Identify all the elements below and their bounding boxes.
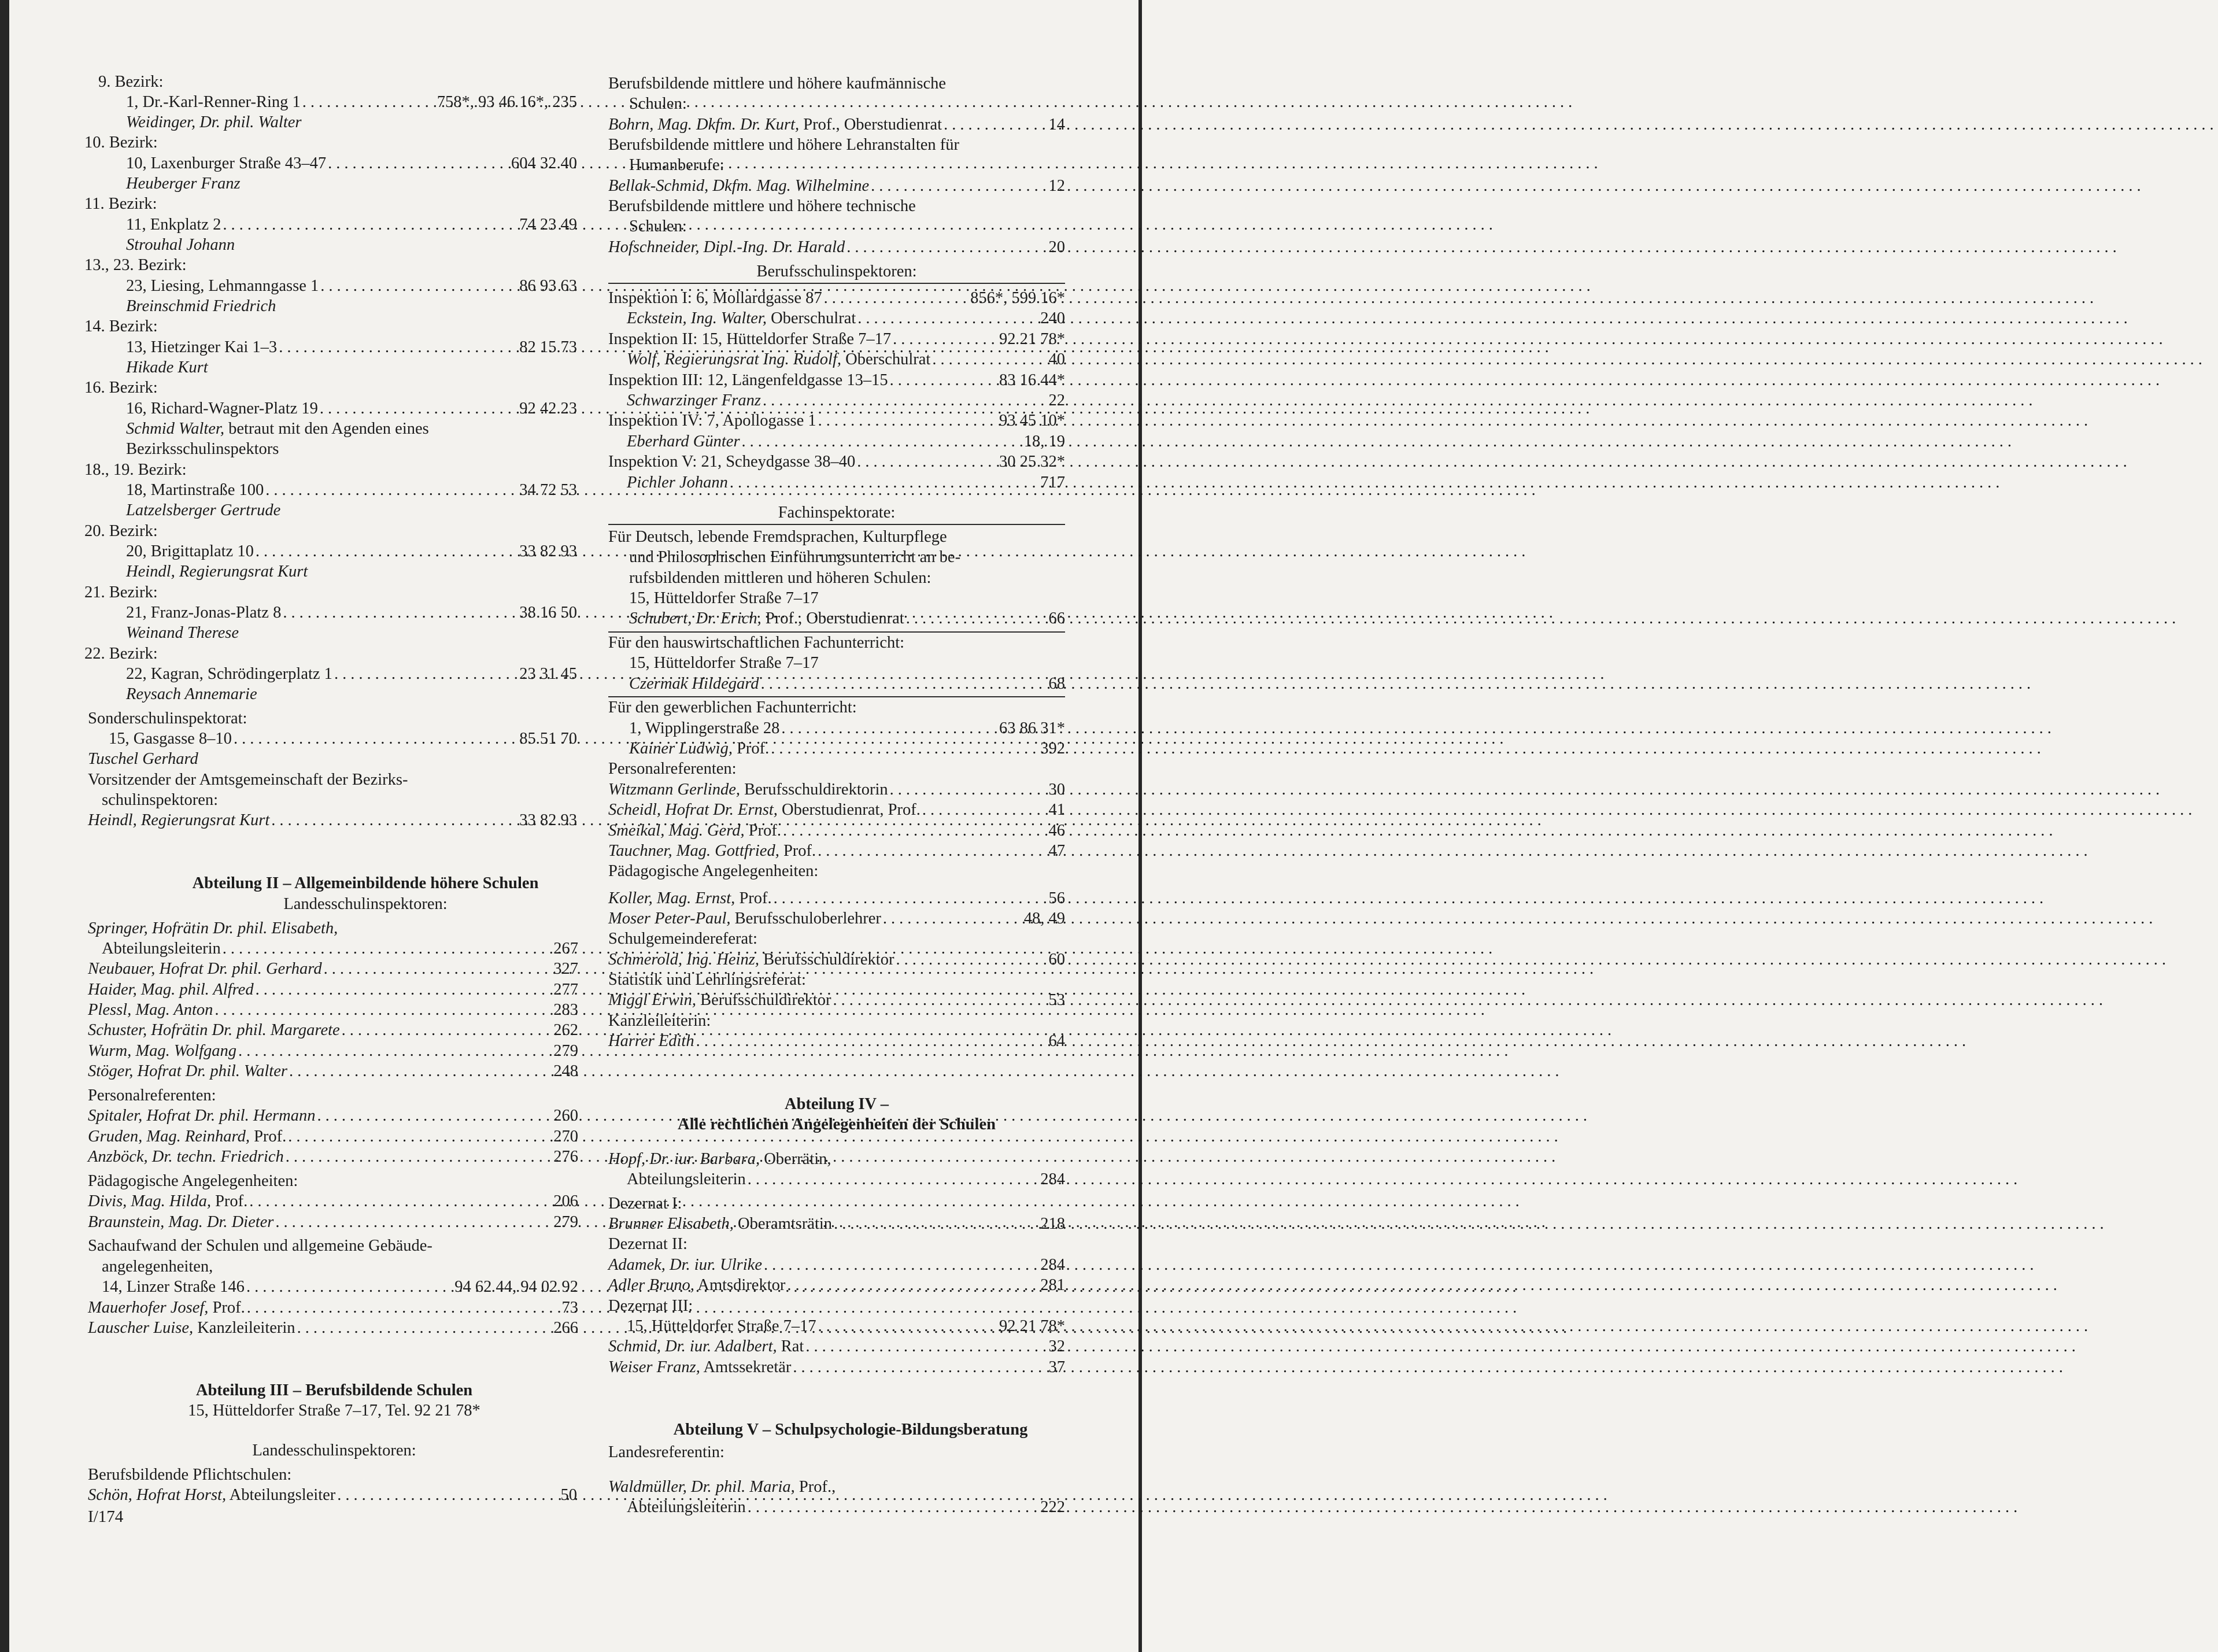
dezernat-2-heading: Dezernat II: <box>608 1235 687 1253</box>
personal-row <box>608 780 1065 800</box>
personal-name: Tauchner, Mag. Gottfried, <box>608 842 779 860</box>
personal-num: 270 <box>553 1128 578 1145</box>
inspection-row <box>608 330 1065 349</box>
inspection-person-row <box>627 309 1065 328</box>
dezernat-1-row <box>608 1214 1065 1234</box>
sonder-chair-label: Vorsitzender der Amtsgemeinschaft der Bezirks- <box>88 771 408 789</box>
fach1-address: 15, Hütteldorfer Straße 7–17 <box>629 589 819 607</box>
dezernat-person: Adamek, Dr. iur. Ulrike <box>608 1256 762 1274</box>
district-phone: 758*, 93 46 16*, 235 <box>437 93 577 111</box>
fach3-phone: 63 86 31* <box>999 719 1065 737</box>
stat-row <box>608 991 1065 1010</box>
district-phone: 23 31 45 <box>519 665 577 683</box>
district-address-row <box>126 603 577 623</box>
personal-row <box>88 1127 578 1147</box>
abt2-head-row <box>102 939 578 959</box>
abt4-title: Abteilung IV – <box>784 1095 889 1113</box>
fach3-num: 392 <box>1040 740 1065 757</box>
district-address-row <box>126 542 577 561</box>
abt4-head-num: 284 <box>1040 1170 1065 1188</box>
stat-role: Berufsschuldirektor <box>700 991 831 1009</box>
district-address-row <box>126 276 577 296</box>
inspection-phone: 93 45 10* <box>999 412 1065 430</box>
district-phone: 38 16 50 <box>519 604 577 622</box>
abt4-head-line2: Abteilungsleiterin <box>627 1170 746 1188</box>
dezernat-role: Amtsdirektor <box>697 1276 786 1294</box>
sonder-chair-phone: 33 82 93 <box>519 811 577 829</box>
fach1-role: Prof., Oberstudienrat <box>765 609 904 627</box>
paed-num: 206 <box>553 1192 578 1210</box>
inspection-person: Pichler Johann <box>627 474 728 491</box>
inspection-phone: 83 16 44* <box>999 371 1065 389</box>
section-rule <box>608 524 1065 525</box>
district-address: 16, Richard-Wagner-Platz 19 <box>126 400 318 417</box>
inspection-phone: 30 25 32* <box>999 453 1065 471</box>
inspection-person: Wolf, Regierungsrat Ing. Rudolf, <box>627 350 842 368</box>
paed-name: Moser Peter-Paul, <box>608 910 731 927</box>
inspection-num: 22 <box>1048 391 1065 409</box>
sonder-address-row <box>109 729 577 749</box>
district-inspector: Hikade Kurt <box>126 359 208 376</box>
inspector-row <box>88 980 578 1000</box>
personal-title: Prof. <box>254 1128 287 1145</box>
inspector-num: 262 <box>553 1021 578 1039</box>
dezernat-person: Brunner Elisabeth, <box>608 1215 734 1233</box>
personal-name: Scheidl, Hofrat Dr. Ernst, <box>608 801 778 819</box>
dezernat-3-row <box>608 1337 1065 1357</box>
tech-name: Hofschneider, Dipl.-Ing. Dr. Harald <box>608 238 845 256</box>
fach2-address: 15, Hütteldorfer Straße 7–17 <box>629 654 819 672</box>
kfm-name: Bohrn, Mag. Dkfm. Dr. Kurt, <box>608 116 800 134</box>
dezernat-3-phone: 92 21 78* <box>999 1317 1065 1335</box>
fach1-label: Für Deutsch, lebende Fremdsprachen, Kulturpflege <box>608 528 947 546</box>
district-heading: 14. Bezirk: <box>84 317 158 335</box>
district-inspector: Reysach Annemarie <box>126 685 257 703</box>
inspector-name: Plessl, Mag. Anton <box>88 1001 213 1019</box>
district-address: 20, Brigittaplatz 10 <box>126 542 254 560</box>
abt3-title: Abteilung III – Berufsbildende Schulen <box>195 1381 473 1399</box>
tech-num: 20 <box>1048 238 1065 256</box>
abt5-num: 222 <box>1040 1498 1065 1516</box>
district-inspector: Breinschmid Friedrich <box>126 297 276 315</box>
abt5-name: Waldmüller, Dr. phil. Maria, <box>608 1478 795 1496</box>
sonder-address: 15, Gasgasse 8–10 <box>109 730 232 748</box>
personal-role: Prof. <box>748 822 781 840</box>
dezernat-num: 32 <box>1048 1337 1065 1355</box>
abt2-subtitle: Landesschulinspektoren: <box>283 895 448 913</box>
district-heading: 20. Bezirk: <box>84 522 158 540</box>
district-address-row <box>126 399 577 419</box>
district-address-row <box>126 664 577 684</box>
kfm-row <box>608 115 1065 135</box>
abt5-head-row <box>608 1477 1065 1497</box>
inspection-person-row <box>627 350 1065 369</box>
sgr-num: 60 <box>1048 951 1065 969</box>
inspection-person-row <box>627 391 1065 411</box>
sgr-row <box>608 950 1065 970</box>
abt5-heading: Landesreferentin: <box>608 1443 724 1461</box>
abt5-role: Prof., <box>799 1478 836 1496</box>
inspection-label: Inspektion III: 12, Längenfeldgasse 13–15 <box>608 371 888 389</box>
personal-row <box>88 1106 578 1126</box>
hum-row <box>608 176 1065 196</box>
abt4-head-row <box>608 1150 1065 1169</box>
paed-num: 279 <box>553 1213 578 1231</box>
hum-name: Bellak-Schmid, Dkfm. Mag. Wilhelmine <box>608 177 870 195</box>
tech-heading: Berufsbildende mittlere und höhere technische <box>608 197 916 215</box>
sach-person-name: Lauscher Luise, <box>88 1319 194 1337</box>
dezernat-1-heading: Dezernat I: <box>608 1195 682 1213</box>
sgr-name: Schmerold, Ing. Heinz, <box>608 951 759 969</box>
personal-heading: Personalreferenten: <box>608 760 737 778</box>
sach-person-num: 73 <box>561 1299 578 1317</box>
inspection-person: Eberhard Günter <box>627 433 740 450</box>
abt2-title: Abteilung II – Allgemeinbildende höhere Schulen <box>192 874 539 892</box>
fach1-label-2: und Philosophischen Einführungsunterricht an be- <box>629 548 961 566</box>
paed-row <box>88 1213 578 1232</box>
tech-heading-2: Schulen: <box>629 217 687 235</box>
inspector-num: 248 <box>553 1062 578 1080</box>
inspection-row <box>608 452 1065 472</box>
abt3-pflicht-role: Abteilungsleiter <box>229 1486 336 1504</box>
abt2-head-name: Springer, Hofrätin Dr. phil. Elisabeth, <box>88 919 338 937</box>
sonder-chair-row <box>88 811 577 830</box>
sach-person-name: Mauerhofer Josef, <box>88 1299 209 1317</box>
paed-heading: Pädagogische Angelegenheiten: <box>608 862 819 880</box>
dezernat-num: 281 <box>1040 1276 1065 1294</box>
inspector-row <box>88 959 578 979</box>
district-phone: 33 82 93 <box>519 542 577 560</box>
abt4-head-row-2 <box>627 1170 1065 1189</box>
inspector-row <box>88 1062 578 1081</box>
abt4-head-name: Hopf, Dr. iur. Barbara, <box>608 1150 760 1168</box>
district-phone: 86 93 63 <box>519 277 577 295</box>
inspector-row <box>88 1041 578 1061</box>
abt3-address: 15, Hütteldorfer Straße 7–17, Tel. 92 21 78* <box>188 1402 480 1420</box>
district-inspector: Strouhal Johann <box>126 236 235 254</box>
inspection-label: Inspektion II: 15, Hütteldorfer Straße 7–17 <box>608 330 892 348</box>
inspector-row <box>88 1021 578 1040</box>
inspection-phone: 92 21 78* <box>999 330 1065 348</box>
dezernat-person: Schmid, Dr. iur. Adalbert, <box>608 1337 777 1355</box>
fach3-address-row <box>629 719 1065 738</box>
inspection-label: Inspektion IV: 7, Apollogasse 1 <box>608 412 816 430</box>
fach2-label: Für den hauswirtschaftlichen Fachunterricht: <box>608 634 905 652</box>
personal-row <box>608 800 1065 820</box>
bsi-heading: Berufsschulinspektoren: <box>756 263 917 280</box>
section-rule <box>608 696 1065 697</box>
district-address: 11, Enkplatz 2 <box>126 216 221 234</box>
abt3-pflicht-name: Schön, Hofrat Horst, <box>88 1486 227 1504</box>
district-address: 22, Kagran, Schrödingerplatz 1 <box>126 665 332 683</box>
tech-row <box>608 238 1065 257</box>
personal-role: Berufsschuldirektorin <box>744 781 888 799</box>
kanzlei-heading: Kanzleileiterin: <box>608 1012 711 1030</box>
dezernat-3-address: 15, Hütteldorfer Straße 7–17 <box>627 1317 816 1335</box>
district-heading: 13., 23. Bezirk: <box>84 256 187 274</box>
district-phone: 92 42 23 <box>519 400 577 417</box>
district-phone: 34 72 53 <box>519 481 577 499</box>
district-inspector: Weinand Therese <box>126 624 239 642</box>
district-inspector: Latzelsberger Gertrude <box>126 501 281 519</box>
inspection-person-row <box>627 473 1065 493</box>
kanzlei-name: Harrer Edith <box>608 1032 694 1050</box>
paed-name: Braunstein, Mag. Dr. Dieter <box>88 1213 274 1231</box>
abt2-personal-heading: Personalreferenten: <box>88 1086 216 1104</box>
personal-name: Anzböck, Dr. techn. Friedrich <box>88 1148 284 1166</box>
dezernat-3-heading: Dezernat III: <box>608 1297 693 1315</box>
personal-num: 260 <box>553 1107 578 1125</box>
paed-num: 48, 49 <box>1023 910 1065 927</box>
abt2-sach-address: 14, Linzer Straße 146 <box>102 1278 245 1296</box>
inspection-label: Inspektion V: 21, Scheydgasse 38–40 <box>608 453 856 471</box>
hum-num: 12 <box>1048 177 1065 195</box>
sach-person-row <box>88 1298 578 1318</box>
personal-role: Prof. <box>783 842 816 860</box>
abt3-pflicht-row <box>88 1485 577 1505</box>
inspection-num: 18, 19 <box>1023 433 1065 450</box>
kfm-num: 14 <box>1048 116 1065 134</box>
personal-num: 276 <box>553 1148 578 1166</box>
district-address: 23, Liesing, Lehmanngasse 1 <box>126 277 319 295</box>
paed-name: Divis, Mag. Hilda, <box>88 1192 211 1210</box>
district-inspector-note-2: Bezirksschulinspektors <box>126 440 279 458</box>
district-address: 10, Laxenburger Straße 43–47 <box>126 154 327 172</box>
section-rule <box>608 631 1065 633</box>
district-phone: 74 23 49 <box>519 216 577 234</box>
personal-row <box>88 1147 578 1167</box>
fach3-label: Für den gewerblichen Fachunterricht: <box>608 699 857 716</box>
personal-num: 41 <box>1048 801 1065 819</box>
paed-row <box>608 909 1065 929</box>
paed-role: Berufsschuloberlehrer <box>734 910 881 927</box>
inspection-num: 717 <box>1040 474 1065 491</box>
inspector-num: 277 <box>553 981 578 999</box>
district-heading: 11. Bezirk: <box>84 195 157 213</box>
fach1-person-row <box>629 609 1065 629</box>
stat-num: 53 <box>1048 991 1065 1009</box>
abt2-sach-label: Sachaufwand der Schulen und allgemeine Gebäude- <box>88 1237 432 1255</box>
district-address: 13, Hietzinger Kai 1–3 <box>126 338 278 356</box>
stat-heading: Statistik und Lehrlingsreferat: <box>608 971 806 989</box>
fach3-person-row <box>629 739 1065 759</box>
dezernat-3-address-row <box>627 1317 1065 1336</box>
inspection-num: 40 <box>1048 350 1065 368</box>
inspection-row <box>608 289 1065 308</box>
district-phone: 82 15 73 <box>519 338 577 356</box>
abt3-pflicht-num: 50 <box>560 1486 577 1504</box>
inspector-name: Neubauer, Hofrat Dr. phil. Gerhard <box>88 960 322 978</box>
abt4-title-2: Alle rechtlichen Angelegenheiten der Schulen <box>678 1115 996 1133</box>
district-address-row <box>126 215 577 235</box>
abt4-head-role: Oberrätin, <box>764 1150 831 1168</box>
personal-row <box>608 821 1065 841</box>
paed-row <box>608 889 1065 908</box>
section-rule <box>608 283 1065 284</box>
paed-role: Prof. <box>739 889 772 907</box>
district-inspector: Heindl, Regierungsrat Kurt <box>126 563 308 581</box>
hum-heading-2: Humanberufe: <box>629 156 724 174</box>
district-inspector: Heuberger Franz <box>126 175 241 193</box>
abt2-paed-heading: Pädagogische Angelegenheiten: <box>88 1172 298 1190</box>
personal-num: 30 <box>1048 781 1065 799</box>
abt2-head-num: 267 <box>553 940 578 958</box>
paed-name: Koller, Mag. Ernst, <box>608 889 735 907</box>
district-inspector: Weidinger, Dr. phil. Walter <box>126 113 302 131</box>
inspection-person: Eckstein, Ing. Walter, <box>627 309 767 327</box>
abt2-sach-address-row <box>102 1277 578 1297</box>
dezernat-2-row <box>608 1276 1065 1295</box>
inspector-num: 283 <box>553 1001 578 1019</box>
inspection-person-row <box>627 432 1065 452</box>
paed-num: 56 <box>1048 889 1065 907</box>
dezernat-person: Weiser Franz, <box>608 1358 700 1376</box>
scan-border-left <box>0 0 9 1652</box>
kfm-heading: Berufsbildende mittlere und höhere kaufmännische <box>608 75 947 93</box>
sonder-phone: 85 51 70 <box>519 730 577 748</box>
sgr-heading: Schulgemeindereferat: <box>608 930 757 948</box>
dezernat-person: Adler Bruno, <box>608 1276 694 1294</box>
fach3-address: 1, Wipplingerstraße 28 <box>629 719 780 737</box>
kanzlei-row <box>608 1032 1065 1051</box>
personal-row <box>608 841 1065 861</box>
sach-person-title: Kanzleileiterin <box>197 1319 295 1337</box>
inspector-num: 279 <box>553 1042 578 1060</box>
abt5-title: Abteilung V – Schulpsychologie-Bildungsberatung <box>673 1421 1028 1439</box>
personal-name: Gruden, Mag. Reinhard, <box>88 1128 250 1145</box>
district-address-row <box>126 154 577 173</box>
inspection-phone: 856*, 599 16* <box>970 289 1065 307</box>
district-address: 18, Martinstraße 100 <box>126 481 264 499</box>
district-address: 21, Franz-Jonas-Platz 8 <box>126 604 282 622</box>
inspection-num: 240 <box>1040 309 1065 327</box>
inspection-role: Oberschulrat <box>845 350 931 368</box>
inspection-label: Inspektion I: 6, Mollardgasse 87 <box>608 289 822 307</box>
district-address-row <box>126 93 577 112</box>
fach3-person: Kainer Ludwig, <box>629 740 733 757</box>
kfm-heading-2: Schulen: <box>629 95 687 113</box>
sach-person-num: 266 <box>553 1319 578 1337</box>
sonder-inspector: Tuschel Gerhard <box>88 750 198 768</box>
abt2-sach-phone: 94 62 44, 94 02 92 <box>454 1278 578 1296</box>
fach1-label-3: rufsbildenden mittleren und höheren Schulen: <box>629 569 931 587</box>
fach1-person: Schubert, Dr. Erich, <box>629 609 761 627</box>
fach2-num: 68 <box>1048 675 1065 693</box>
sonder-chair-label-2: schulinspektoren: <box>102 791 219 809</box>
district-heading: 10. Bezirk: <box>84 134 158 151</box>
district-inspector-note: betraut mit den Agenden eines <box>228 420 429 438</box>
district-heading: 21. Bezirk: <box>84 583 158 601</box>
paed-row <box>88 1192 578 1211</box>
paed-title: Prof. <box>215 1192 248 1210</box>
abt3-pflicht-heading: Berufsbildende Pflichtschulen: <box>88 1466 292 1484</box>
district-heading: 22. Bezirk: <box>84 645 158 663</box>
personal-num: 46 <box>1048 822 1065 840</box>
inspector-name: Haider, Mag. phil. Alfred <box>88 981 254 999</box>
kfm-role: Prof., Oberstudienrat <box>803 116 942 134</box>
sach-person-title: Prof. <box>212 1299 245 1317</box>
personal-name: Witzmann Gerlinde, <box>608 781 740 799</box>
district-inspector: Schmid Walter, <box>126 420 224 438</box>
dezernat-role: Oberamtsrätin <box>738 1215 833 1233</box>
personal-name: Spitaler, Hofrat Dr. phil. Hermann <box>88 1107 316 1125</box>
personal-num: 47 <box>1048 842 1065 860</box>
fach3-role: Prof. <box>737 740 770 757</box>
inspector-row <box>88 1000 578 1020</box>
inspection-row <box>608 371 1065 390</box>
sonder-chair-person: Heindl, Regierungsrat Kurt <box>88 811 270 829</box>
dezernat-num: 284 <box>1040 1256 1065 1274</box>
inspection-row <box>608 411 1065 431</box>
inspection-person: Schwarzinger Franz <box>627 391 761 409</box>
fach-heading: Fachinspektorate: <box>778 504 896 522</box>
personal-name: Smeikal, Mag. Gerd, <box>608 822 745 840</box>
personal-role: Oberstudienrat, Prof. <box>782 801 921 819</box>
stat-name: Miggl Erwin, <box>608 991 697 1009</box>
fach2-person-row <box>629 674 1065 694</box>
inspection-role: Oberschulrat <box>771 309 856 327</box>
dezernat-num: 37 <box>1048 1358 1065 1376</box>
fach1-num: 66 <box>1048 609 1065 627</box>
dezernat-3-row <box>608 1358 1065 1377</box>
abt2-head-role: Abteilungsleiterin <box>102 940 221 958</box>
district-address-row <box>126 481 577 500</box>
hum-heading: Berufsbildende mittlere und höhere Lehranstalten für <box>608 136 959 154</box>
inspector-name: Stöger, Hofrat Dr. phil. Walter <box>88 1062 287 1080</box>
district-address-row <box>126 338 577 357</box>
abt5-head-row-2 <box>627 1498 1065 1517</box>
inspector-num: 327 <box>553 960 578 978</box>
district-heading: 16. Bezirk: <box>84 379 158 397</box>
dezernat-2-row <box>608 1255 1065 1275</box>
district-heading: 9. Bezirk: <box>98 73 164 91</box>
dezernat-role: Amtssekretär <box>703 1358 792 1376</box>
sach-person-row <box>88 1318 578 1338</box>
page-number: I/174 <box>88 1507 124 1526</box>
inspector-name: Wurm, Mag. Wolfgang <box>88 1042 237 1060</box>
abt2-sach-label-2: angelegenheiten, <box>102 1258 213 1276</box>
abt5-line2: Abteilungsleiterin <box>627 1498 746 1516</box>
district-phone: 604 32 40 <box>511 154 577 172</box>
dezernat-num: 218 <box>1040 1215 1065 1233</box>
fach2-person: Czermak Hildegard <box>629 675 759 693</box>
sonder-heading: Sonderschulinspektorat: <box>88 709 247 727</box>
district-heading: 18., 19. Bezirk: <box>84 461 187 479</box>
sgr-role: Berufsschuldirektor <box>763 951 894 969</box>
inspector-name: Schuster, Hofrätin Dr. phil. Margarete <box>88 1021 340 1039</box>
abt3-subtitle: Landesschulinspektoren: <box>252 1442 416 1459</box>
dezernat-role: Rat <box>781 1337 804 1355</box>
district-address: 1, Dr.-Karl-Renner-Ring 1 <box>126 93 301 111</box>
district-inspector-row <box>126 419 577 439</box>
kanzlei-num: 64 <box>1048 1032 1065 1050</box>
